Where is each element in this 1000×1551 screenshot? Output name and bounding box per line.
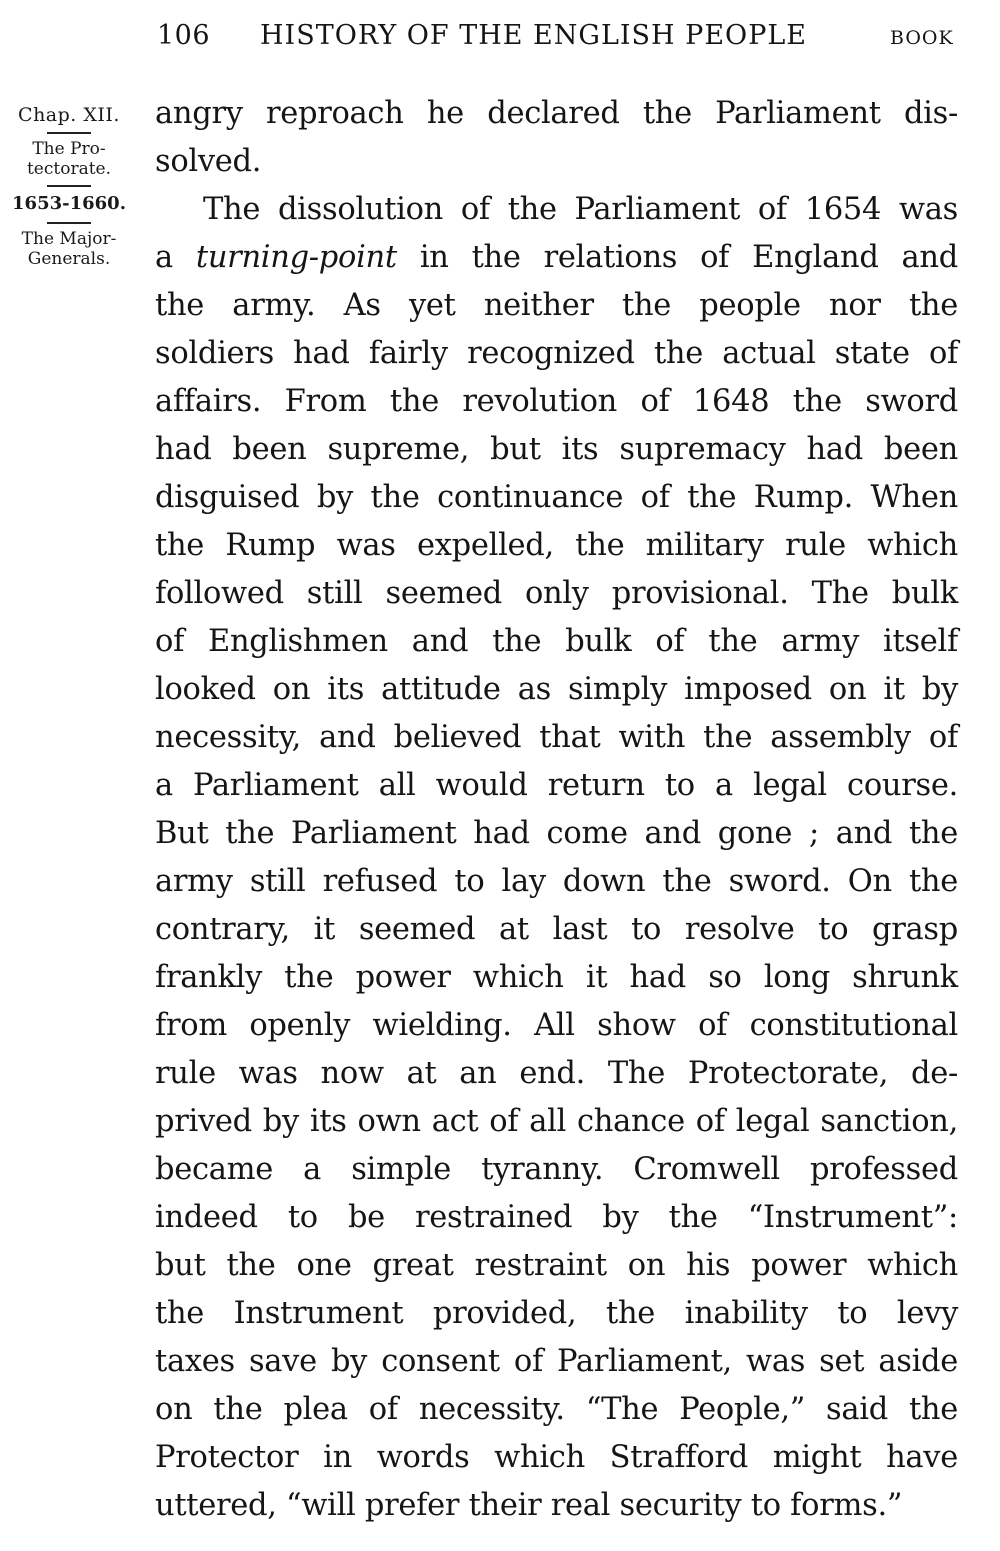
text-line: Protector in words which Strafford might have bbox=[155, 1440, 958, 1475]
text-fragment: a bbox=[155, 240, 196, 275]
page-number: 106 bbox=[157, 20, 211, 51]
text-line: solved. bbox=[155, 144, 262, 179]
text-line: angry reproach he declared the Parliament dis- bbox=[155, 96, 958, 131]
text-line: contrary, it seemed at last to resolve to grasp bbox=[155, 912, 958, 947]
italic-phrase: turning-point bbox=[195, 240, 397, 275]
text-line: on the plea of necessity. “The People,” said the bbox=[155, 1392, 958, 1427]
text-line: taxes save by consent of Parliament, was set aside bbox=[155, 1344, 958, 1379]
topic-major-generals-line-1: The Major- bbox=[21, 229, 117, 249]
margin-rule bbox=[47, 185, 91, 187]
topic-protectorate-line-1: The Pro- bbox=[32, 139, 106, 159]
text-line: uttered, “will prefer their real security to forms.” bbox=[155, 1488, 903, 1523]
text-line: rule was now at an end. The Protectorate, de- bbox=[155, 1056, 958, 1091]
text-line: soldiers had fairly recognized the actual state of bbox=[155, 336, 958, 371]
text-line: army still refused to lay down the sword. On the bbox=[155, 864, 958, 899]
text-line: looked on its attitude as simply imposed on it by bbox=[155, 672, 958, 707]
text-line: The dissolution of the Parliament of 1654 was bbox=[203, 192, 958, 227]
book-label: BOOK bbox=[890, 27, 954, 49]
text-line: the army. As yet neither the people nor the bbox=[155, 288, 958, 323]
text-line: the Rump was expelled, the military rule which bbox=[155, 528, 958, 563]
text-line: became a simple tyranny. Cromwell professed bbox=[155, 1152, 958, 1187]
text-line: prived by its own act of all chance of legal sanction, bbox=[155, 1104, 958, 1139]
text-line: but the one great restraint on his power which bbox=[155, 1248, 958, 1283]
text-fragment: in the relations of England and bbox=[396, 240, 958, 275]
margin-rule bbox=[47, 222, 91, 224]
text-line: indeed to be restrained by the “Instrument”: bbox=[155, 1200, 958, 1235]
text-line: had been supreme, but its supremacy had been bbox=[155, 432, 958, 467]
text-line: disguised by the continuance of the Rump. When bbox=[155, 480, 958, 515]
text-line: followed still seemed only provisional. The bulk bbox=[155, 576, 958, 611]
margin-notes bbox=[6, 100, 132, 269]
text-line: of Englishmen and the bulk of the army itself bbox=[155, 624, 958, 659]
book-title: HISTORY OF THE ENGLISH PEOPLE bbox=[260, 20, 807, 51]
date-range: 1653-1660. bbox=[12, 193, 126, 214]
topic-major-generals-line-2: Generals. bbox=[27, 249, 111, 269]
text-line: necessity, and believed that with the assembly of bbox=[155, 720, 958, 755]
text-line: a Parliament all would return to a legal course. bbox=[155, 768, 958, 803]
chapter-label: Chap. XII. bbox=[18, 104, 120, 126]
text-line: But the Parliament had come and gone ; and the bbox=[155, 816, 958, 851]
topic-protectorate-line-2: tectorate. bbox=[26, 159, 112, 179]
text-line: the Instrument provided, the inability to levy bbox=[155, 1296, 958, 1331]
text-line: from openly wielding. All show of constitutional bbox=[155, 1008, 958, 1043]
margin-rule bbox=[47, 132, 91, 134]
text-line bbox=[155, 234, 958, 282]
running-head bbox=[0, 18, 1000, 58]
text-line: frankly the power which it had so long shrunk bbox=[155, 960, 958, 995]
body-text bbox=[155, 90, 958, 1530]
text-line: affairs. From the revolution of 1648 the sword bbox=[155, 384, 958, 419]
